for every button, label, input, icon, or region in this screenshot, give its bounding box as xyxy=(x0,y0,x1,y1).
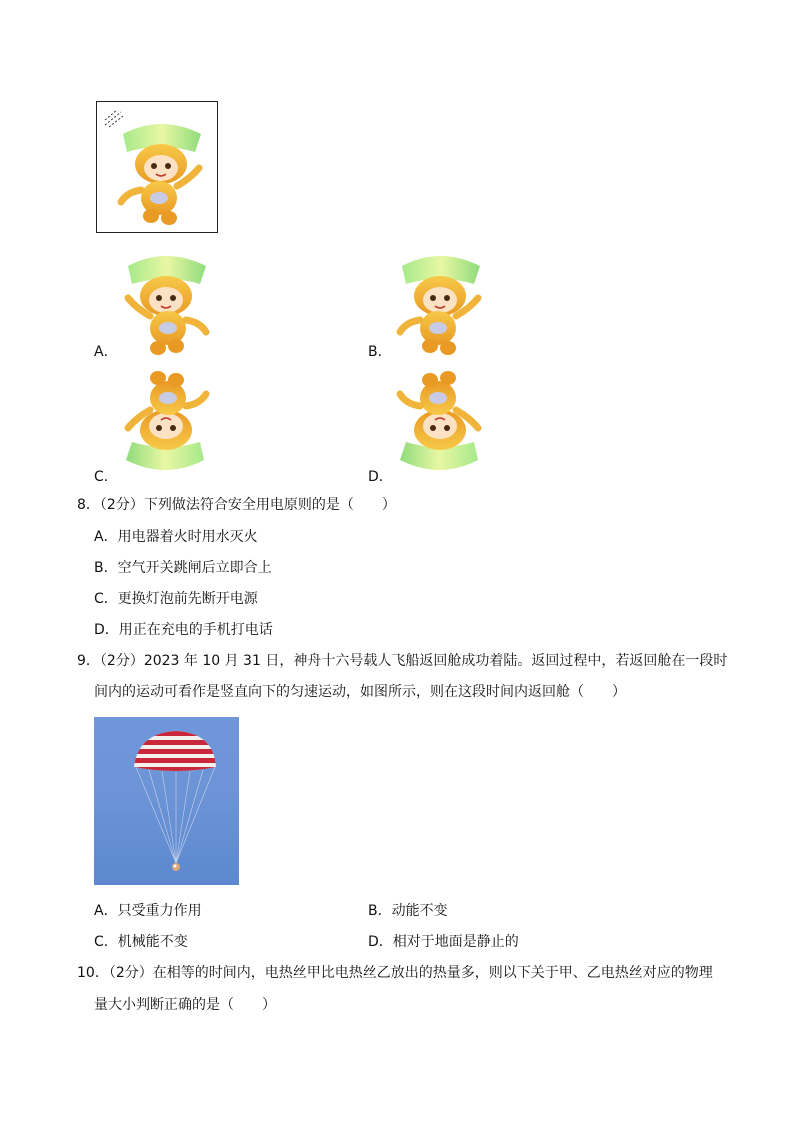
q9-stem-line-1: 9．（2分）2023 年 10 月 31 日，神舟十六号载人飞船返回舱成功着陆。返回过程中，若返回舱在一段时 xyxy=(77,653,728,669)
reference-figure xyxy=(96,101,218,233)
q8-option-a: A．用电器着火时用水灭火 xyxy=(94,529,258,545)
option-b-label: B． xyxy=(368,344,392,360)
option-c-mascot-image xyxy=(120,370,212,482)
option-a-mascot-image xyxy=(120,244,212,356)
q9-stem-line-2: 间内的运动可看作是竖直向下的匀速运动，如图所示，则在这段时间内返回舱（ ） xyxy=(94,684,626,700)
q10-stem-line-2: 量大小判断正确的是（ ） xyxy=(94,997,276,1013)
option-a-label: A． xyxy=(94,344,118,360)
option-d-mascot-image xyxy=(394,370,486,482)
q8-stem: 8．（2分）下列做法符合安全用电原则的是（ ） xyxy=(77,497,396,513)
parachute-photo xyxy=(94,717,239,885)
option-c-label: C． xyxy=(94,469,118,485)
option-b-mascot-image xyxy=(394,244,486,356)
mascot-reference-image xyxy=(115,112,207,227)
q8-option-c: C．更换灯泡前先断开电源 xyxy=(94,591,258,607)
q9-option-c: C．机械能不变 xyxy=(94,934,188,950)
parachute-image xyxy=(94,717,239,885)
q9-option-d: D．相对于地面是静止的 xyxy=(368,934,519,950)
option-d-label: D． xyxy=(368,469,393,485)
q8-option-b: B．空气开关跳闸后立即合上 xyxy=(94,560,272,576)
q9-option-a: A．只受重力作用 xyxy=(94,903,202,919)
q10-stem-line-1: 10．（2分）在相等的时间内，电热丝甲比电热丝乙放出的热量多，则以下关于甲、乙电热丝对应的物理 xyxy=(77,965,713,981)
q9-option-b: B．动能不变 xyxy=(368,903,448,919)
q8-option-d: D．用正在充电的手机打电话 xyxy=(94,622,273,638)
